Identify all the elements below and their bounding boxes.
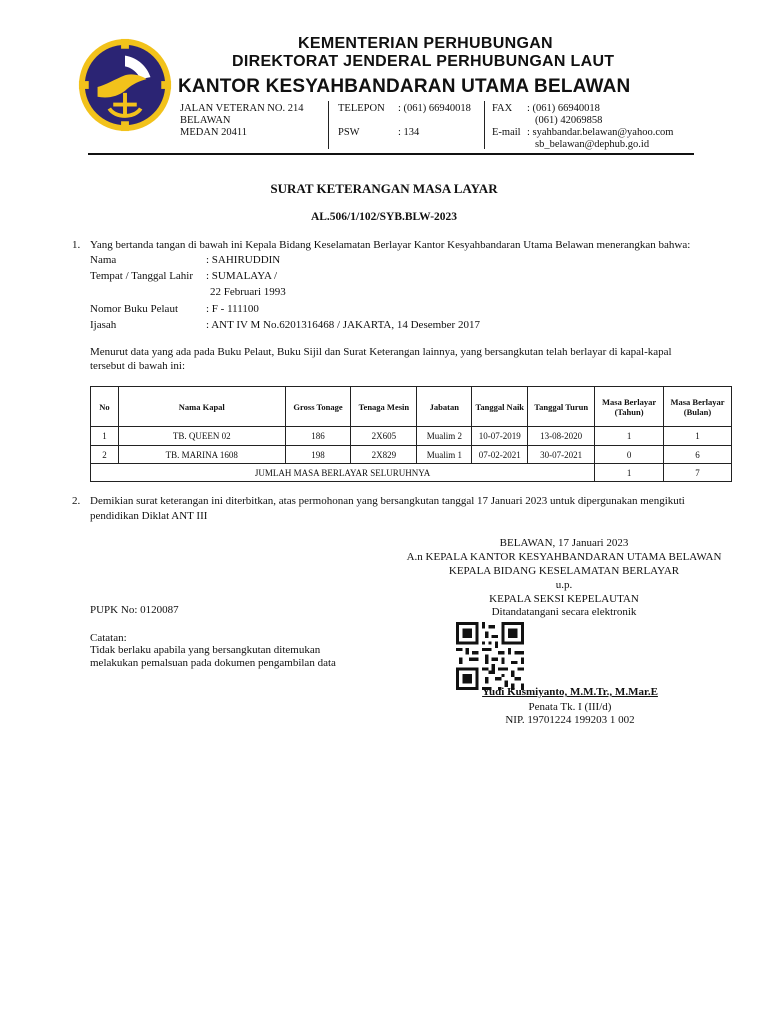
- table-cell: Mualim 2: [417, 427, 472, 446]
- table-cell: 6: [664, 446, 732, 464]
- col-header: Masa Berlayar (Bulan): [664, 387, 732, 427]
- sign-division: KEPALA BIDANG KESELAMATAN BERLAYAR: [448, 565, 680, 577]
- item-2-number: 2.: [72, 495, 81, 507]
- item-2-line-1: Demikian surat keterangan ini diterbitkan, atas permohonan yang bersangkutan tanggal 17 Januari 2023 untuk dipergunakan mengikuti: [90, 495, 685, 507]
- signer-nip: NIP. 19701224 199203 1 002: [505, 714, 635, 726]
- ministry-name: KEMENTERIAN PERHUBUNGAN: [298, 35, 553, 52]
- pupk-number: PUPK No: 0120087: [90, 604, 179, 616]
- table-cell: TB. MARINA 1608: [118, 446, 285, 464]
- field-label-birth: Tempat / Tanggal Lahir: [90, 270, 194, 282]
- sign-section: KEPALA SEKSI KEPELAUTAN: [489, 593, 639, 605]
- table-cell: 1: [91, 427, 119, 446]
- table-cell: 1: [664, 427, 732, 446]
- total-label: JUMLAH MASA BERLAYAR SELURUHNYA: [91, 464, 595, 482]
- table-cell: 13-08-2020: [528, 427, 595, 446]
- qr-code: [456, 622, 524, 690]
- address-line-1: JALAN VETERAN NO. 214: [180, 103, 304, 114]
- col-header: Nama Kapal: [118, 387, 285, 427]
- phone-label: TELEPON: [338, 103, 385, 114]
- table-header-row: [91, 387, 732, 427]
- paragraph-line-2: tersebut di bawah ini:: [90, 360, 186, 372]
- field-label-name: Nama: [90, 254, 117, 266]
- header-divider: [484, 101, 485, 149]
- signer-rank: Penata Tk. I (III/d): [528, 701, 612, 713]
- table-cell: 2: [91, 446, 119, 464]
- table-cell: 1: [595, 427, 664, 446]
- office-name: KANTOR KESYAHBANDARAN UTAMA BELAWAN: [178, 76, 631, 97]
- psw-label: PSW: [338, 127, 360, 138]
- table-cell: 0: [595, 446, 664, 464]
- header-divider: [328, 101, 329, 149]
- fax-value-1: : (061) 66940018: [527, 103, 600, 114]
- field-value-seaman-book: : F - 111100: [206, 303, 259, 315]
- email-value-2: sb_belawan@dephub.go.id: [535, 139, 650, 150]
- field-value-name: : SAHIRUDDIN: [206, 254, 281, 266]
- col-header: Tanggal Turun: [528, 387, 595, 427]
- total-months: 7: [664, 464, 732, 482]
- signer-name: Yudi Kusmiyanto, M.M.Tr., M.Mar.E: [482, 686, 658, 698]
- table-row: [91, 427, 732, 446]
- item-2-line-2: pendidikan Diklat ANT III: [90, 510, 208, 522]
- field-value-birth: : SUMALAYA /: [206, 270, 278, 282]
- item-1-intro: Yang bertanda tangan di bawah ini Kepala Bidang Keselamatan Berlayar Kantor Kesyahbandaran Utama Belawan menerangkan bahwa:: [90, 239, 691, 251]
- table-cell: 30-07-2021: [528, 446, 595, 464]
- sign-on-behalf: A.n KEPALA KANTOR KESYAHBANDARAN UTAMA BELAWAN: [406, 551, 722, 563]
- fax-label: FAX: [492, 103, 513, 114]
- field-label-certificate: Ijasah: [90, 319, 117, 331]
- col-header: Tenaga Mesin: [351, 387, 417, 427]
- field-value-certificate: : ANT IV M No.6201316468 / JAKARTA, 14 Desember 2017: [206, 319, 480, 331]
- col-header: Jabatan: [417, 387, 472, 427]
- table-cell: 2X605: [351, 427, 417, 446]
- col-header: Gross Tonage: [285, 387, 351, 427]
- address-line-2: BELAWAN: [180, 115, 231, 126]
- note-line-2: melakukan pemalsuan pada dokumen pengambilan data: [90, 657, 336, 669]
- note-label: Catatan:: [90, 632, 127, 644]
- col-header: No: [91, 387, 119, 427]
- col-header: Tanggal Naik: [472, 387, 528, 427]
- document-number: AL.506/1/102/SYB.BLW-2023: [310, 211, 458, 223]
- table-cell: Mualim 1: [417, 446, 472, 464]
- ministry-logo: [76, 36, 174, 134]
- fax-value-2: (061) 42069858: [535, 115, 603, 126]
- table-row: [91, 446, 732, 464]
- table-cell: 2X829: [351, 446, 417, 464]
- address-line-3: MEDAN 20411: [180, 127, 247, 138]
- table-total-row: [91, 464, 732, 482]
- paragraph-line-1: Menurut data yang ada pada Buku Pelaut, Buku Sijil dan Surat Keterangan lainnya, yang bersangkutan telah berlayar di kapal-kapal: [90, 346, 672, 358]
- field-value-birthdate: 22 Februari 1993: [210, 286, 286, 298]
- note-line-1: Tidak berlaku apabila yang bersangkutan ditemukan: [90, 644, 321, 656]
- field-label-seaman-book: Nomor Buku Pelaut: [90, 303, 178, 315]
- sea-service-table: [90, 386, 732, 482]
- item-1-number: 1.: [72, 239, 81, 251]
- table-cell: 10-07-2019: [472, 427, 528, 446]
- email-value-1: : syahbandar.belawan@yahoo.com: [527, 127, 674, 138]
- table-cell: 198: [285, 446, 351, 464]
- email-label: E-mail: [492, 127, 521, 138]
- table-cell: 186: [285, 427, 351, 446]
- document-title: SURAT KETERANGAN MASA LAYAR: [270, 181, 498, 196]
- col-header: Masa Berlayar (Tahun): [595, 387, 664, 427]
- sign-up: u.p.: [555, 579, 573, 591]
- phone-value: : (061) 66940018: [398, 103, 471, 114]
- header-rule: [88, 153, 694, 155]
- sign-place-date: BELAWAN, 17 Januari 2023: [499, 537, 629, 549]
- total-years: 1: [595, 464, 664, 482]
- table-cell: 07-02-2021: [472, 446, 528, 464]
- sign-electronic: Ditandatangani secara elektronik: [491, 606, 637, 618]
- psw-value: : 134: [398, 127, 420, 138]
- table-cell: TB. QUEEN 02: [118, 427, 285, 446]
- directorate-name: DIREKTORAT JENDERAL PERHUBUNGAN LAUT: [232, 53, 615, 70]
